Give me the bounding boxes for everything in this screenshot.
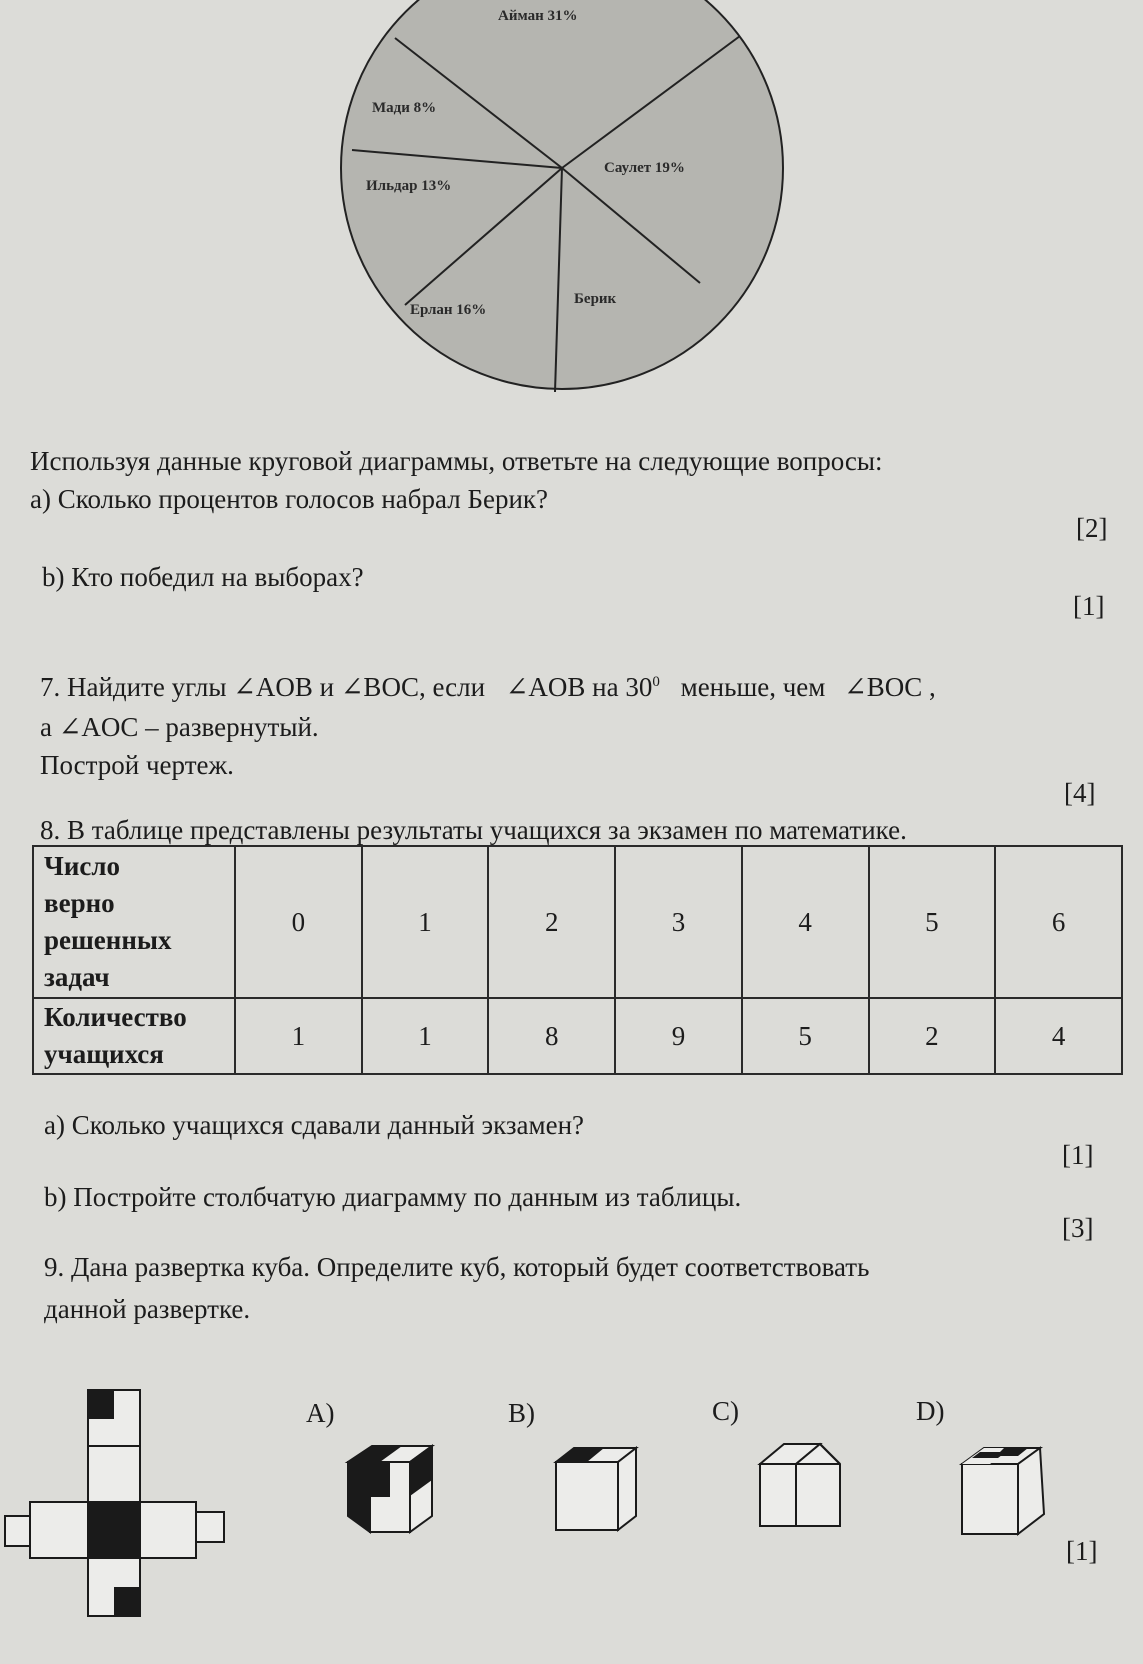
net-dark-top	[89, 1391, 114, 1419]
table-row-students	[33, 998, 1122, 1074]
header-word: задач	[44, 962, 110, 992]
q7-line3: Построй чертеж.	[40, 750, 234, 780]
q7-line2: а ∠AOC – развернутый.	[40, 712, 319, 742]
q8-score-b: [3]	[1062, 1213, 1094, 1243]
q7-angle-aob-2: ∠AOB	[505, 672, 586, 702]
net-square-right	[140, 1502, 196, 1558]
pie-label-saulet: Саулет 19%	[604, 160, 685, 176]
header-word: Число	[44, 851, 121, 881]
net-square-upper	[88, 1446, 140, 1502]
table-cell-students: 2	[869, 998, 996, 1074]
table-cell-task: 2	[488, 846, 615, 998]
table-cell-students: 4	[995, 998, 1122, 1074]
q8-question-a: а) Сколько учащихся сдавали данный экзамен?	[44, 1110, 585, 1140]
q6-score-b: [1]	[1073, 591, 1105, 621]
cube-option-b[interactable]	[550, 1446, 650, 1546]
q6-intro: Используя данные круговой диаграммы, ответьте на следующие вопросы:	[30, 446, 883, 476]
q7-angle-boc: ∠BOC	[340, 672, 419, 702]
cube-net	[0, 1380, 240, 1630]
net-square-left	[30, 1502, 88, 1558]
table-cell-task: 3	[615, 846, 742, 998]
q7-if: , если	[418, 672, 486, 702]
q9-line1: 9. Дана развертка куба. Определите куб, который будет соответствовать	[44, 1252, 870, 1282]
table-cell-students: 1	[362, 998, 489, 1074]
q7-degree: 0	[652, 674, 660, 690]
q9-line2: данной развертке.	[44, 1294, 251, 1324]
results-table	[32, 845, 1123, 1075]
net-tab-left	[5, 1516, 30, 1546]
q7-comma: ,	[929, 672, 936, 702]
q8-score-a: [1]	[1062, 1140, 1094, 1170]
option-d-label: D)	[916, 1396, 945, 1426]
cube-option-c[interactable]	[756, 1440, 856, 1540]
header-word: учащихся	[44, 1039, 164, 1069]
q7-angle-boc-2: ∠BOC	[844, 672, 923, 702]
q8-question-b: b) Постройте столбчатую диаграмму по данным из таблицы.	[44, 1182, 742, 1212]
table-cell-students: 5	[742, 998, 869, 1074]
pie-label-aiman: Айман 31%	[498, 8, 578, 24]
option-b-label: B)	[508, 1398, 535, 1428]
option-c-label: C)	[712, 1396, 739, 1426]
q9-score: [1]	[1066, 1536, 1098, 1566]
table-cell-students: 9	[615, 998, 742, 1074]
q7-thirty: 30	[625, 672, 653, 702]
q8-intro: 8. В таблице представлены результаты учащихся за экзамен по математике.	[40, 815, 907, 845]
q7-and: и	[319, 672, 335, 702]
q7-line1	[40, 672, 936, 703]
cube-option-a[interactable]	[340, 1440, 450, 1540]
net-dark-bottom	[114, 1587, 139, 1615]
header-word: верно	[44, 888, 115, 918]
table-header-tasks	[33, 846, 235, 998]
pie-label-ildar: Ильдар 13%	[366, 178, 452, 194]
q7-angle-aob: ∠AOB	[233, 672, 313, 702]
pie-label-erlan: Ерлан 16%	[410, 302, 487, 318]
pie-label-madi: Мади 8%	[372, 100, 437, 116]
net-tab-right	[196, 1512, 224, 1542]
q7-less: меньше, чем	[680, 672, 826, 702]
table-cell-task: 0	[235, 846, 362, 998]
q7-score: [4]	[1064, 778, 1096, 808]
option-a-label: A)	[306, 1398, 335, 1428]
q6-score-a: [2]	[1076, 513, 1108, 543]
table-row-tasks	[33, 846, 1122, 998]
q7-text-start: 7. Найдите углы	[40, 672, 227, 702]
header-word: решенных	[44, 925, 172, 955]
q7-on: на	[592, 672, 619, 702]
table-cell-task: 5	[869, 846, 996, 998]
table-header-students	[33, 998, 235, 1074]
table-cell-task: 6	[995, 846, 1122, 998]
table-cell-task: 4	[742, 846, 869, 998]
pie-label-berik: Берик	[574, 291, 617, 307]
q6-question-a: а) Сколько процентов голосов набрал Берик?	[30, 484, 549, 514]
header-word: Количество	[44, 1002, 187, 1032]
table-cell-students: 8	[488, 998, 615, 1074]
cube-option-d[interactable]	[958, 1444, 1058, 1544]
q6-question-b: b) Кто победил на выборах?	[42, 562, 364, 592]
table-cell-task: 1	[362, 846, 489, 998]
table-cell-students: 1	[235, 998, 362, 1074]
net-dark-center	[89, 1503, 139, 1557]
pie-chart	[0, 0, 1143, 410]
